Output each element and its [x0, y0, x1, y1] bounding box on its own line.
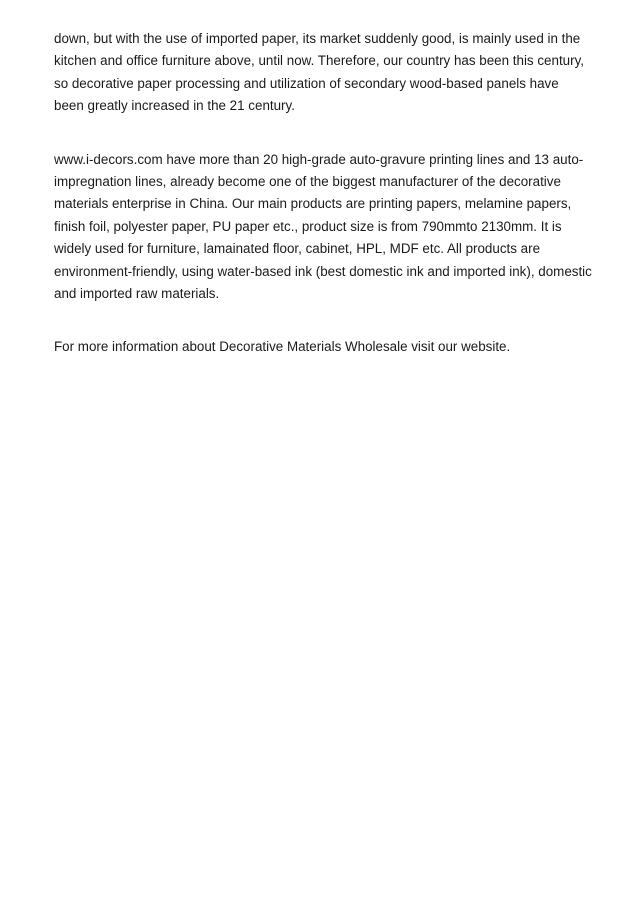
paragraph-more-information: For more information about Decorative Materials Wholesale visit our website.	[54, 339, 511, 355]
paragraph-company-overview: www.i-decors.com have more than 20 high-grade auto-gravure printing lines and 13 auto-impregnation lines, already become one of the biggest manufacturer of the decorative materials enterprise in China. Our main products are printing papers, melamine papers, finish foil, polyester paper, PU paper etc., product size is from 790mmto 2130mm. It is widely used for furniture, lamainated floor, cabinet, HPL, MDF etc. All products are environment-friendly, using water-based ink (best domestic ink and imported ink), domestic and imported raw materials.	[54, 151, 592, 302]
document-body	[54, 28, 592, 359]
paragraph-decorative-paper-history: down, but with the use of imported paper, its market suddenly good, is mainly used in the kitchen and office furniture above, until now. Therefore, our country has been this century, so decorative paper processing and utilization of secondary wood-based panels have been greatly increased in the 21 century.	[54, 31, 584, 114]
